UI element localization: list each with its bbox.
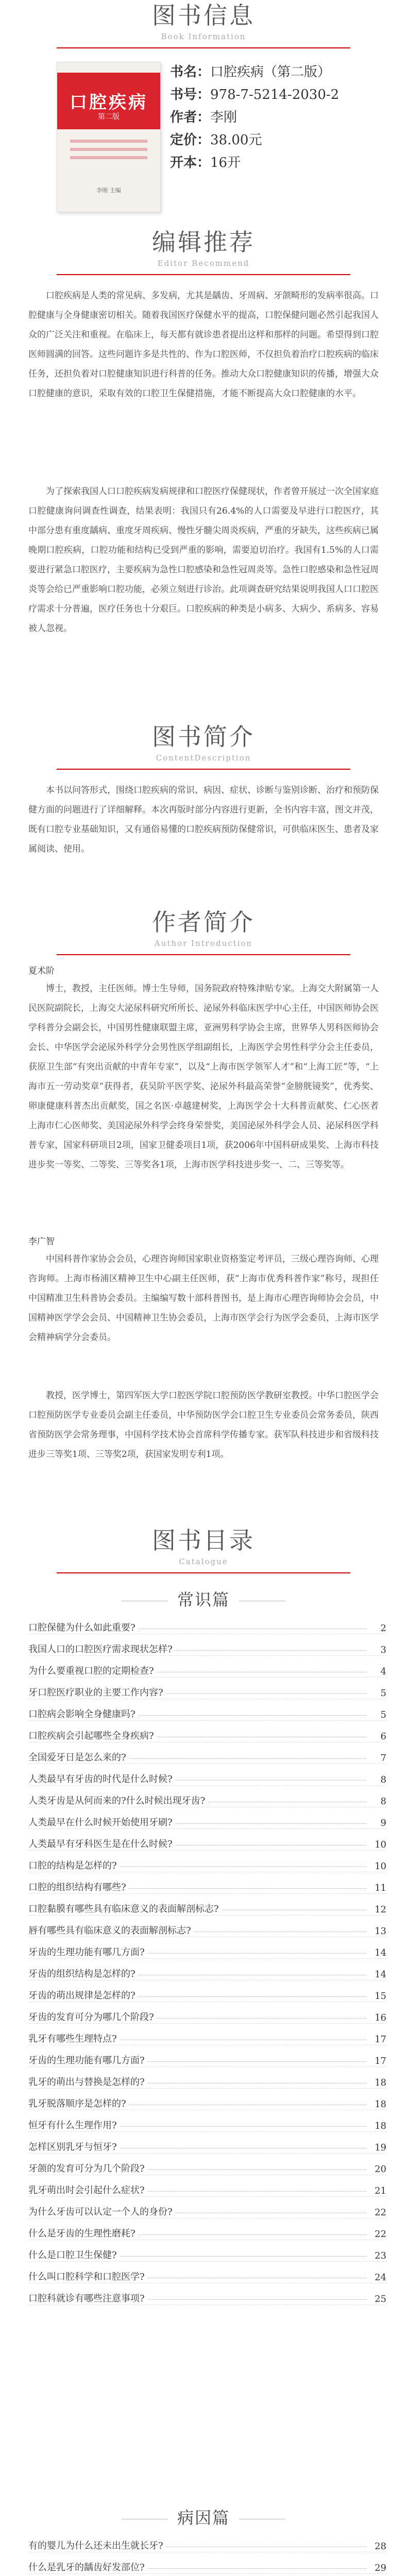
- toc-item-page: 11: [375, 1883, 386, 1893]
- book-format-row: [170, 151, 339, 174]
- toc-leader: [148, 2299, 367, 2300]
- toc-item[interactable]: [28, 2110, 386, 2132]
- toc-item-title: 口腔的组织结构有哪些?: [28, 1882, 126, 1893]
- toc-item-page: 8: [380, 1774, 386, 1785]
- cover-edition: 第二版: [98, 113, 120, 121]
- toc-item-page: 7: [380, 1753, 386, 1764]
- book-info-list: [170, 61, 339, 174]
- toc-item[interactable]: [28, 2154, 386, 2175]
- desc-header: [0, 721, 407, 762]
- toc-item-title: 牙颌的发育可分为几个阶段?: [28, 2163, 145, 2174]
- author-paragraph-2: 中国科普作家协会会员，心理咨询师国家职业资格鉴定考评员，三级心理咨询师、心理咨询师。上海市杨浦区精神卫生中心副主任医师，获“上海市优秀科普作家”称号，现担任中国精准卫生科普协会委员。主编编写数十部科普图书，是上海市心理咨询师协会会员，中国精神医学学会会员、中国精神卫生协会委员，上海市医学会行为医学会委员，上海市医学会精神病学分会委员。: [28, 1254, 379, 1343]
- section-subtitle: ContentDescription: [156, 753, 251, 762]
- section-subtitle: Author Introduction: [154, 939, 253, 948]
- toc-item-page: 17: [375, 2056, 386, 2066]
- book-isbn-row: [170, 83, 339, 106]
- toc-item-title: 人类最早在什么时候开始使用牙刷?: [28, 1817, 173, 1828]
- toc-item[interactable]: [28, 1807, 386, 1829]
- toc-item[interactable]: [28, 2197, 386, 2218]
- toc-item[interactable]: [28, 1959, 386, 1980]
- toc-item[interactable]: [28, 2262, 386, 2283]
- toc-item-page: 18: [375, 2077, 386, 2088]
- section-divider: [57, 769, 350, 770]
- toc-item-page: 14: [375, 1969, 386, 1980]
- cover-title: 口腔疾病: [70, 92, 148, 113]
- toc-item-page: 20: [375, 2164, 386, 2175]
- toc-item-page: 21: [375, 2185, 386, 2196]
- toc-item-title: 牙口腔医疗职业的主要工作内容?: [28, 1687, 163, 1698]
- cover-decor: [70, 140, 147, 143]
- toc-item-title: 乳牙的萌出与替换是怎样的?: [28, 2077, 145, 2088]
- toc-item-page: 28: [375, 2541, 386, 2552]
- toc-item-title: 为什么要重视口腔的定期检查?: [28, 1666, 154, 1676]
- book-isbn: 978-7-5214-2030-2: [210, 87, 340, 103]
- toc-item-title: 牙齿的生理功能有哪几方面?: [28, 2055, 145, 2066]
- toc-item[interactable]: [28, 1742, 386, 1764]
- editor-paragraph-2: 为了探索我国人口口腔疾病发病规律和口腔医疗保健现状，作者曾开展过一次全国家庭口腔健康询问调查性调查，结果表明：我国只有26.4%的人口需要及早进行口腔医疗，其中部分患有重度龋病、重度牙周疾病、慢性牙髓尖周炎疾病，严重的牙缺失，这些疾病已属晚期口腔疾病，口腔功能和结构已受到严重的影响，需要迫切治疗。我国有1.5%的人口需要进行紧急口腔医疗，主要疾病为急性口腔感染和急性冠周炎等。急性口腔感染和急性冠周炎等会给已严重影响口腔功能，必须立刻进行诊治。此项调查研究结果说明我国人口口腔医疗需求十分普遍，医疗任务也十分艰巨。口腔疾病的种类是小病多、大病少、系病多、容易被人忽视。: [28, 486, 379, 634]
- toc-item[interactable]: [28, 1937, 386, 1959]
- section-divider: [57, 1572, 350, 1573]
- toc-item-page: 23: [375, 2250, 386, 2261]
- toc-leader: [176, 1823, 367, 1824]
- toc-item-page: 13: [375, 1926, 386, 1937]
- toc-item-page: 22: [375, 2207, 386, 2218]
- book-price-row: [170, 129, 339, 151]
- toc-item-page: 5: [380, 1688, 386, 1699]
- toc-item-page: 10: [375, 1839, 386, 1850]
- book-author-row: [170, 106, 339, 129]
- toc-item-page: 19: [375, 2142, 386, 2153]
- section-title: 编辑推荐: [152, 228, 255, 256]
- cover-decor: [70, 156, 147, 159]
- toc-item-page: 2: [380, 1623, 386, 1634]
- book-info-header: [0, 0, 407, 41]
- label: 书号：: [170, 87, 211, 103]
- section-divider: [57, 274, 350, 275]
- toc-item-title: 什么叫口腔科学和口腔医学?: [28, 2272, 145, 2282]
- toc-item[interactable]: [28, 1872, 386, 1894]
- toc-item-title: 怎样区别乳牙与恒牙?: [28, 2142, 117, 2153]
- toc-item[interactable]: [28, 2132, 386, 2154]
- toc-leader: [129, 1888, 367, 1889]
- cover-decor: [70, 148, 147, 151]
- book-format: 16开: [210, 155, 241, 171]
- toc-item-page: 18: [375, 2099, 386, 2110]
- toc-item-page: 10: [375, 1861, 386, 1872]
- toc-item[interactable]: [28, 1656, 386, 1677]
- toc-item-title: 我国人口的口腔医疗需求现状怎样?: [28, 1644, 173, 1655]
- toc-item[interactable]: [28, 2283, 386, 2305]
- toc-leader: [148, 1953, 367, 1954]
- toc-leader: [157, 2018, 367, 2019]
- toc-leader: [139, 1996, 367, 1997]
- toc-item[interactable]: [28, 2089, 386, 2110]
- toc-item-title: 人类牙齿是从何而来的?什么时候出现牙齿?: [28, 1795, 206, 1806]
- toc-item[interactable]: [28, 2045, 386, 2067]
- toc-item-title: 口腔黏膜有哪些具有临床意义的表面解剖标志?: [28, 1904, 219, 1914]
- toc-leader: [148, 2568, 367, 2569]
- toc-item-title: 有的婴儿为什么还未出生就长牙?: [28, 2540, 163, 2551]
- toc-item[interactable]: [28, 1894, 386, 1916]
- toc-item-page: 8: [380, 1796, 386, 1807]
- author-paragraph-3: 教授，医学博士，第四军医大学口腔医学院口腔预防医学教研室教授。中华口腔医学会口腔预防医学专业委员会副主任委员，中华预防医学会口腔卫生专业委员会常务委员，陕西省预防医学会常务理事，中国科学技术协会首席科学传播专家。获军队科技进步和省级科技进步三等奖1项、三等奖2项，获国家发明专利1项。: [28, 1391, 379, 1460]
- editor-paragraph-1: 口腔疾病是人类的常见病、多发病，尤其是龋齿、牙周病、牙颌畸形的发病率很高。口腔健康与全身健康密切相关。随着我国医疗保健水平的提高，口腔保健问题必然引起我国人众的广泛关注和重视。在临床上，每天都有就诊患者提出这样和那样的问题。希望得到口腔医师圆满的回答。这些问题许多是共性的、作为口腔医师，不仅担负着治疗口腔疾病的临床任务，还担负着对口腔健康知识进行科普的任务。推动大众口腔健康知识的传播，增强大众口腔健康的意识，采取有效的口腔卫生保健措施，才能不断提高大众口腔健康的水平。: [28, 291, 379, 399]
- toc-item-page: 4: [380, 1666, 386, 1677]
- toc-item-title: 为什么牙齿可以认定一个人的身份?: [28, 2207, 173, 2217]
- toc-leader: [139, 2234, 367, 2235]
- toc-item-title: 什么是牙齿的生理性磨耗?: [28, 2228, 135, 2239]
- toc-item-title: 乳牙萌出时会引起什么症状?: [28, 2185, 145, 2196]
- toc-item-title: 乳牙有哪些生理特点?: [28, 2033, 117, 2044]
- book-name: 口腔疾病（第二版）: [210, 64, 331, 80]
- toc-item-page: 15: [375, 1991, 386, 2002]
- toc-leader: [176, 1650, 367, 1651]
- toc-item-title: 什么是口腔卫生保健?: [28, 2250, 117, 2261]
- author-name-2: 李广智: [28, 1236, 55, 1247]
- toc-item[interactable]: [28, 1677, 386, 1699]
- section-subtitle: Book Information: [161, 32, 246, 41]
- toc-item-page: 25: [375, 2294, 386, 2304]
- section-title: 图书信息: [152, 2, 255, 29]
- toc-leader: [120, 2126, 367, 2127]
- toc-leader: [176, 1780, 367, 1781]
- book-price: 38.00元: [210, 132, 262, 148]
- toc-item-page: 3: [380, 1645, 386, 1655]
- toc-item-title: 人类最早有牙齿的时代是什么时候?: [28, 1774, 173, 1785]
- toc-item[interactable]: [28, 2552, 386, 2574]
- toc-leader: [129, 1758, 367, 1759]
- toc-item[interactable]: [28, 2531, 386, 2552]
- toc-item[interactable]: [28, 1980, 386, 2002]
- toc-item-page: 24: [375, 2272, 386, 2283]
- section-title: 作者简介: [152, 908, 255, 936]
- toc-leader: [166, 1693, 367, 1694]
- toc-item-title: 唇有哪些具有临床意义的表面解剖标志?: [28, 1925, 191, 1936]
- section-divider: [57, 954, 350, 955]
- toc-item-page: 29: [375, 2563, 386, 2573]
- cover-author: 李刚 主编: [96, 187, 121, 194]
- toc-item-page: 9: [380, 1818, 386, 1828]
- toc-leader: [148, 2061, 367, 2062]
- toc-item-page: 16: [375, 2012, 386, 2023]
- section-title: 图书简介: [152, 723, 255, 751]
- author-paragraph-1: 博士，教授，主任医师。博士生导师，国务院政府特殊津贴专家。上海交大附属第一人民医院副院长，上海交大泌尿科研究所所长、泌尿外科临床医学中心主任，中国医师协会医学科普分会副会长，中国男性健康联盟主席，亚洲男科学协会主席，世界华人男科医师协会会长、中华医学会泌尿外科学分会男性医学组副组长，上海医学会男性科学分会主任委员，获原卫生部“有突出贡献的中青年专家”，以及“上海市医学领军人才”和“上海工匠”等，“上海市五一劳动奖章”获得者，获吴阶平医学奖、泌尿外科最高荣誉“金膀胱镜奖”，优秀奖、卵康健康科普杰出贡献奖，国之名医·卓越建树奖，上海医学会十大科普贡献奖、仁心医者 上海市仁心医师奖、美国泌尿外科学会终身荣誉奖，美国泌尿外科学会人员、泌尿科医学科普专家，国家科研项目2项，国家卫健委项目1项，获2006年中国科研成果奖、上海市科技进步奖一等奖、二等奖、三等奖各1项，上海市医学科技进步奖一、二、三等奖等。: [28, 984, 379, 1170]
- author-header: [0, 907, 407, 948]
- section-divider: [57, 47, 350, 48]
- toc-item-page: 18: [375, 2121, 386, 2131]
- toc-item-title: 口腔的结构是怎样的?: [28, 1860, 117, 1871]
- section-subtitle: Catalogue: [179, 1557, 228, 1566]
- toc-item-page: 17: [375, 2034, 386, 2045]
- toc-item-page: 12: [375, 1904, 386, 1915]
- toc-item[interactable]: [28, 1916, 386, 1937]
- toc-item-title: 口腔保健为什么如此重要?: [28, 1622, 135, 1633]
- toc-item-title: 牙齿的萌出规律是怎样的?: [28, 1990, 135, 2001]
- toc-item-title: 人类最早有牙科医生是在什么时候?: [28, 1839, 173, 1850]
- toc-item-page: 6: [380, 1731, 386, 1742]
- desc-paragraph: 本书以问答形式，围绕口腔疾病的常识、病因、症状、诊断与鉴别诊断、治疗和预防保健方面的问题进行了详细解释。本次再版时部分内容进行更新，全书内容丰富，图文并茂，既有口腔专业基础知识，又有通俗易懂的口腔疾病预防保健常识，可供临床医生、患者及家属阅读、使用。: [28, 785, 379, 854]
- toc-item[interactable]: [28, 2024, 386, 2045]
- toc-item[interactable]: [28, 1721, 386, 1742]
- toc-item-title: 牙齿的生理功能有哪几方面?: [28, 1947, 145, 1958]
- label: 作者：: [170, 110, 211, 125]
- catalog-part-1-title: 常识篇: [0, 1587, 407, 1611]
- toc-leader: [148, 2191, 367, 2192]
- toc-item[interactable]: [28, 1829, 386, 1851]
- toc-item[interactable]: [28, 1613, 386, 1634]
- toc-item-title: 牙齿的组织结构是怎样的?: [28, 1969, 135, 1979]
- toc-item-title: 牙齿的发育可分为哪几个阶段?: [28, 2012, 154, 2023]
- toc-item[interactable]: [28, 2218, 386, 2240]
- toc-item[interactable]: [28, 1764, 386, 1786]
- toc-item[interactable]: [28, 2574, 386, 2576]
- toc-leader: [194, 1931, 367, 1932]
- catalog-header: [0, 1525, 407, 1566]
- toc-item-title: 乳牙脱落顺序是怎样的?: [28, 2098, 126, 2109]
- catalog-part-1-list: [28, 1613, 386, 2305]
- toc-item-page: 5: [380, 1709, 386, 1720]
- label: 定价：: [170, 132, 211, 148]
- section-title: 图书目录: [152, 1527, 255, 1554]
- toc-item-title: 口腔科就诊有哪些注意事项?: [28, 2293, 145, 2304]
- toc-item[interactable]: [28, 2067, 386, 2089]
- author-name-1: 夏术阶: [28, 966, 55, 976]
- label: 开本：: [170, 155, 211, 171]
- toc-leader: [139, 1715, 367, 1716]
- section-subtitle: Editor Recommend: [157, 259, 250, 268]
- toc-item[interactable]: [28, 2175, 386, 2197]
- toc-item-title: 口腔病会影响全身健康吗?: [28, 1709, 135, 1720]
- toc-item-title: 什么是乳牙的龋齿好发部位?: [28, 2562, 145, 2573]
- editor-header: [0, 227, 407, 268]
- catalog-part-2-list: [28, 2531, 386, 2576]
- toc-item-page: 14: [375, 1947, 386, 1958]
- toc-item-page: 22: [375, 2229, 386, 2240]
- book-author: 李刚: [210, 110, 238, 125]
- book-cover: [57, 62, 161, 212]
- toc-item[interactable]: [28, 2240, 386, 2262]
- catalog-part-2-title: 病因篇: [0, 2505, 407, 2529]
- label: 书名：: [170, 64, 211, 80]
- book-name-row: [170, 61, 339, 83]
- toc-leader: [120, 2256, 367, 2257]
- toc-item-title: 全国爱牙日是怎么来的?: [28, 1752, 126, 1763]
- toc-item-title: 恒牙有什么生理作用?: [28, 2120, 117, 2131]
- toc-item[interactable]: [28, 1786, 386, 1807]
- toc-item[interactable]: [28, 1699, 386, 1721]
- toc-item[interactable]: [28, 2002, 386, 2024]
- toc-item[interactable]: [28, 1851, 386, 1872]
- toc-item[interactable]: [28, 1634, 386, 1656]
- toc-item-title: 口腔疾病会引起哪些全身疾病?: [28, 1731, 154, 1741]
